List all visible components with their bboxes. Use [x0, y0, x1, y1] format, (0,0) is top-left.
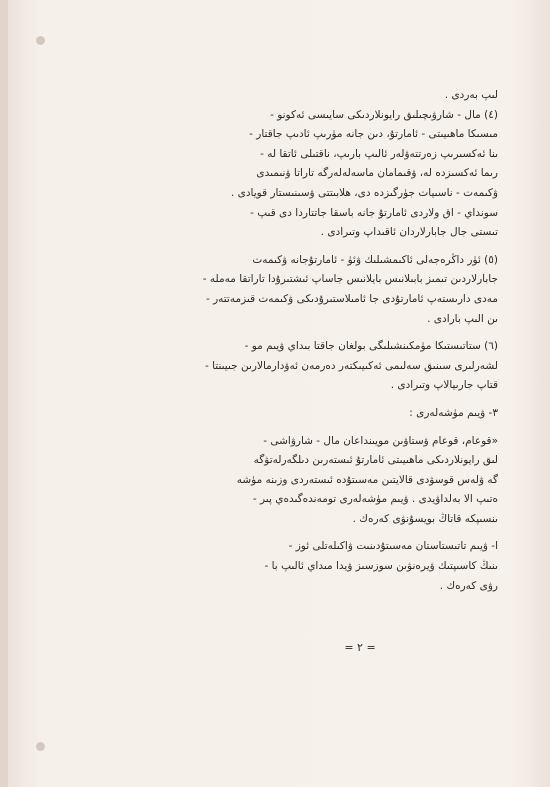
text-line: لشەرلىرى سىنىق سەلىمى ئەكىيىكتەر دەرمەن ئەۋدارمالارىن جىيىنتا - — [204, 359, 498, 372]
text-line: ۋكىمەت - ناسىيات جۈرگىزدە دى، ھلابىتتى ۋسىنىستار قويادى . — [230, 186, 498, 199]
text-line: رۋى كەرەك . — [439, 579, 498, 592]
text-line: لىپ بەردى . — [444, 89, 498, 101]
paragraph-2 — [128, 251, 498, 329]
text-line: جابارلاردىن تىمىز بابىلانىس بايلانىس جاساپ ئىشتىرۇدا تاراتقا مەملە - — [202, 273, 498, 286]
page-number: = ٢ = — [344, 641, 376, 654]
text-line: ىنسىپكە قاتاڭ بويسۇنۋى كەرەك . — [352, 512, 498, 525]
text-line: ىنا ئەكسىرىپ زەرتتەۋلەر ئالىپ بارىپ، ناقتىلى ئاتقا لە - — [260, 147, 498, 160]
paragraph-1 — [128, 86, 498, 243]
text-line: رىما ئەكسىزدە لە، ۋقىمامان ماسەلەلەرگە تاراتا ۋنىمىدى — [256, 167, 498, 180]
text-line: ىنىڭ كاسىپتىك ۋيرەنۋىن سوزسىز ۋيدا مىداي ئالىپ با - — [264, 560, 498, 573]
document-body — [128, 86, 498, 596]
text-line: «قوعام، قوعام ۋستاۋىن مويىنداعان مال - شارۋاشى - — [263, 434, 498, 447]
paragraph-3 — [128, 337, 498, 396]
punch-hole — [36, 36, 45, 45]
text-line: ا- ۋيىم تاتىستاستان مەسىتۇدىنىت ۋاكىلەتلى ئوز - — [288, 540, 498, 553]
text-line: (٤) مال - شارۋىچىلىق رايونلاردىكى سايىسى ئەكونو - — [270, 108, 498, 121]
text-line: ىن الىپ بارادى . — [427, 312, 498, 325]
text-line: مەدى دارىستەپ ئامارتۇدى جا ئامىلاستىرۇدىكى ۋكىمەت قىزمەتتەر - — [205, 292, 498, 305]
text-line: سونداي - اق ولاردى ئامارتۇ جانە باسقا جاتتاردا دى قىپ - — [250, 206, 498, 219]
text-line: لىق رايونلاردىكى ماھىيىتى ئامارتۇ ئىستەرىن دىلگەرلەتۋگە — [253, 454, 498, 467]
text-line: ٣- ۋيىم مۈشەلەرى : — [409, 406, 498, 419]
text-line: تىستى جال جابارلاردان ئاقىداپ وتىرادى . — [320, 226, 498, 239]
paragraph-rule-1 — [128, 537, 498, 596]
text-line: (٥) ئۈر داڭرەجەلى ئاكىمشىلىك ۋئۈ - ئامارتۇجانە ۋكىمەت — [252, 253, 498, 266]
text-line: ەتىپ الا بەلداۋيدى . ۋيىم مۈشەلەرى تومەندەگىدەي پىر - — [252, 493, 498, 506]
text-line: مىسىكا ماھىيىتى - ئامارتۇ، دىن جانە مۈرىپ ئادىپ جاقتار - — [249, 128, 498, 141]
section-heading-members — [128, 404, 498, 424]
punch-hole — [36, 742, 45, 751]
page-fold-shadow — [0, 0, 8, 787]
paragraph-members — [128, 432, 498, 530]
text-line: (٦) ستاتىستىكا مۈمكىنشىلىگى بولغان جاقتا بىداي ۋيىم مو - — [244, 340, 498, 353]
text-line: گە ۋلەس قوسۋدى قالايتىن مەسىتۇدە ئىستەردى وزىنە مۈشە — [236, 473, 498, 486]
text-line: قتاپ جارىيالاپ وتىرادى . — [390, 379, 498, 392]
